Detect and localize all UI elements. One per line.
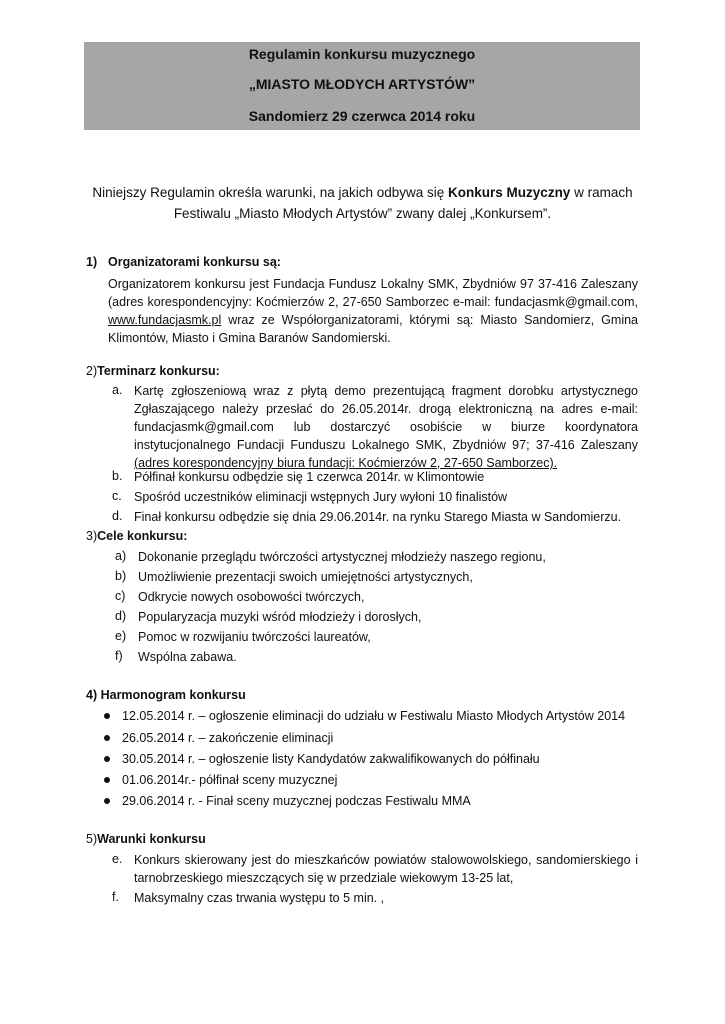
section-1-body: Organizatorem konkursu jest Fundacja Fundusz Lokalny SMK, Zbydniów 97 37-416 Zaleszany (adres korespondencyjny: Koćmierzów 2, 27-650 Samborzec e-mail: fundacjasmk@gmail.com, www.fundacjasmk.pl wraz ze Współorganizatorami, którymi są: Miasto Sandomierz, Gmina Klimontów, Miasto i Gmina Baranów Sandomierski.	[108, 277, 638, 345]
event-name: „MIASTO MŁODYCH ARTYSTÓW”	[248, 76, 476, 92]
document-title: Regulamin konkursu muzycznego	[248, 46, 476, 62]
section-1-number: 1)	[86, 255, 98, 269]
bullet-icon	[104, 798, 110, 804]
list-item: Półfinał konkursu odbędzie się 1 czerwca 2014r. w Klimontowie	[134, 470, 485, 484]
list-marker: d)	[115, 609, 127, 623]
list-item: Umożliwienie prezentacji swoich umiejętności artystycznych,	[138, 570, 473, 584]
list-marker: a)	[115, 549, 127, 563]
list-item: Wspólna zabawa.	[138, 650, 237, 664]
list-item: Dokonanie przeglądu twórczości artystycznej młodzieży naszego regionu,	[138, 550, 546, 564]
title-banner	[84, 42, 640, 130]
list-marker: c.	[112, 489, 122, 503]
list-marker: c)	[115, 589, 126, 603]
bullet-icon	[104, 756, 110, 762]
list-item: Spośród uczestników eliminacji wstępnych Jury wyłoni 10 finalistów	[134, 490, 508, 504]
section-3-heading: 3)Cele konkursu:	[86, 529, 188, 543]
intro-bold: Konkurs Muzyczny	[448, 185, 571, 200]
list-marker: d.	[112, 509, 123, 523]
list-item: Kartę zgłoszeniową wraz z płytą demo prezentującą fragment dorobku artystycznego Zgłaszającego należy przesłać do 26.05.2014r. drogą elektroniczną na adres e-mail: fundacjasmk@gmail.com lub dostarczyć osobiście w biurze koordynatora instytucjonalnego Fundacji Funduszu Lokalnego SMK, Zbydniów 97; 37-416 Zaleszany (adres korespondencyjny biura fundacji: Koćmierzów 2, 27-650 Samborzec).	[134, 384, 638, 470]
website-link[interactable]: www.fundacjasmk.pl	[108, 313, 222, 327]
bullet-icon	[104, 777, 110, 783]
list-marker: e)	[115, 629, 127, 643]
list-item: 30.05.2014 r. – ogłoszenie listy Kandydatów zakwalifikowanych do półfinału	[122, 752, 540, 766]
list-item: 01.06.2014r.- półfinał sceny muzycznej	[122, 773, 338, 787]
list-item: Popularyzacja muzyki wśród młodzieży i dorosłych,	[138, 610, 422, 624]
list-marker: b.	[112, 469, 123, 483]
list-marker: e.	[112, 852, 123, 866]
list-item: Odkrycie nowych osobowości twórczych,	[138, 590, 365, 604]
section-4-title: 4) Harmonogram konkursu	[86, 688, 246, 702]
section-1-title: Organizatorami konkursu są:	[108, 255, 281, 269]
event-date: Sandomierz 29 czerwca 2014 roku	[248, 108, 476, 124]
list-item: 29.06.2014 r. - Finał sceny muzycznej podczas Festiwalu MMA	[122, 794, 471, 808]
section-2-heading: 2)Terminarz konkursu:	[86, 364, 220, 378]
list-item: 12.05.2014 r. – ogłoszenie eliminacji do udziału w Festiwalu Miasto Młodych Artystów 2014	[122, 709, 626, 723]
list-marker: f)	[115, 649, 123, 663]
list-marker: a.	[112, 383, 123, 397]
list-item: 26.05.2014 r. – zakończenie eliminacji	[122, 731, 334, 745]
list-item: Konkurs skierowany jest do mieszkańców powiatów stalowowolskiego, sandomierskiego i tarnobrzeskiego mieszczących się w przedziale wiekowym 13-25 lat,	[134, 853, 638, 885]
list-marker: b)	[115, 569, 127, 583]
list-item: Finał konkursu odbędzie się dnia 29.06.2014r. na rynku Starego Miasta w Sandomierzu.	[134, 510, 622, 524]
intro-paragraph: Niniejszy Regulamin określa warunki, na jakich odbywa się Konkurs Muzyczny w ramach Festiwalu „Miasto Młodych Artystów” zwany dalej „Konkursem”.	[92, 185, 633, 221]
list-item: Maksymalny czas trwania występu to 5 min. ,	[134, 891, 385, 905]
section-5-heading: 5)Warunki konkursu	[86, 832, 206, 846]
list-marker: f.	[112, 890, 119, 904]
bullet-icon	[104, 713, 110, 719]
list-item: Pomoc w rozwijaniu twórczości laureatów,	[138, 630, 371, 644]
bullet-icon	[104, 735, 110, 741]
